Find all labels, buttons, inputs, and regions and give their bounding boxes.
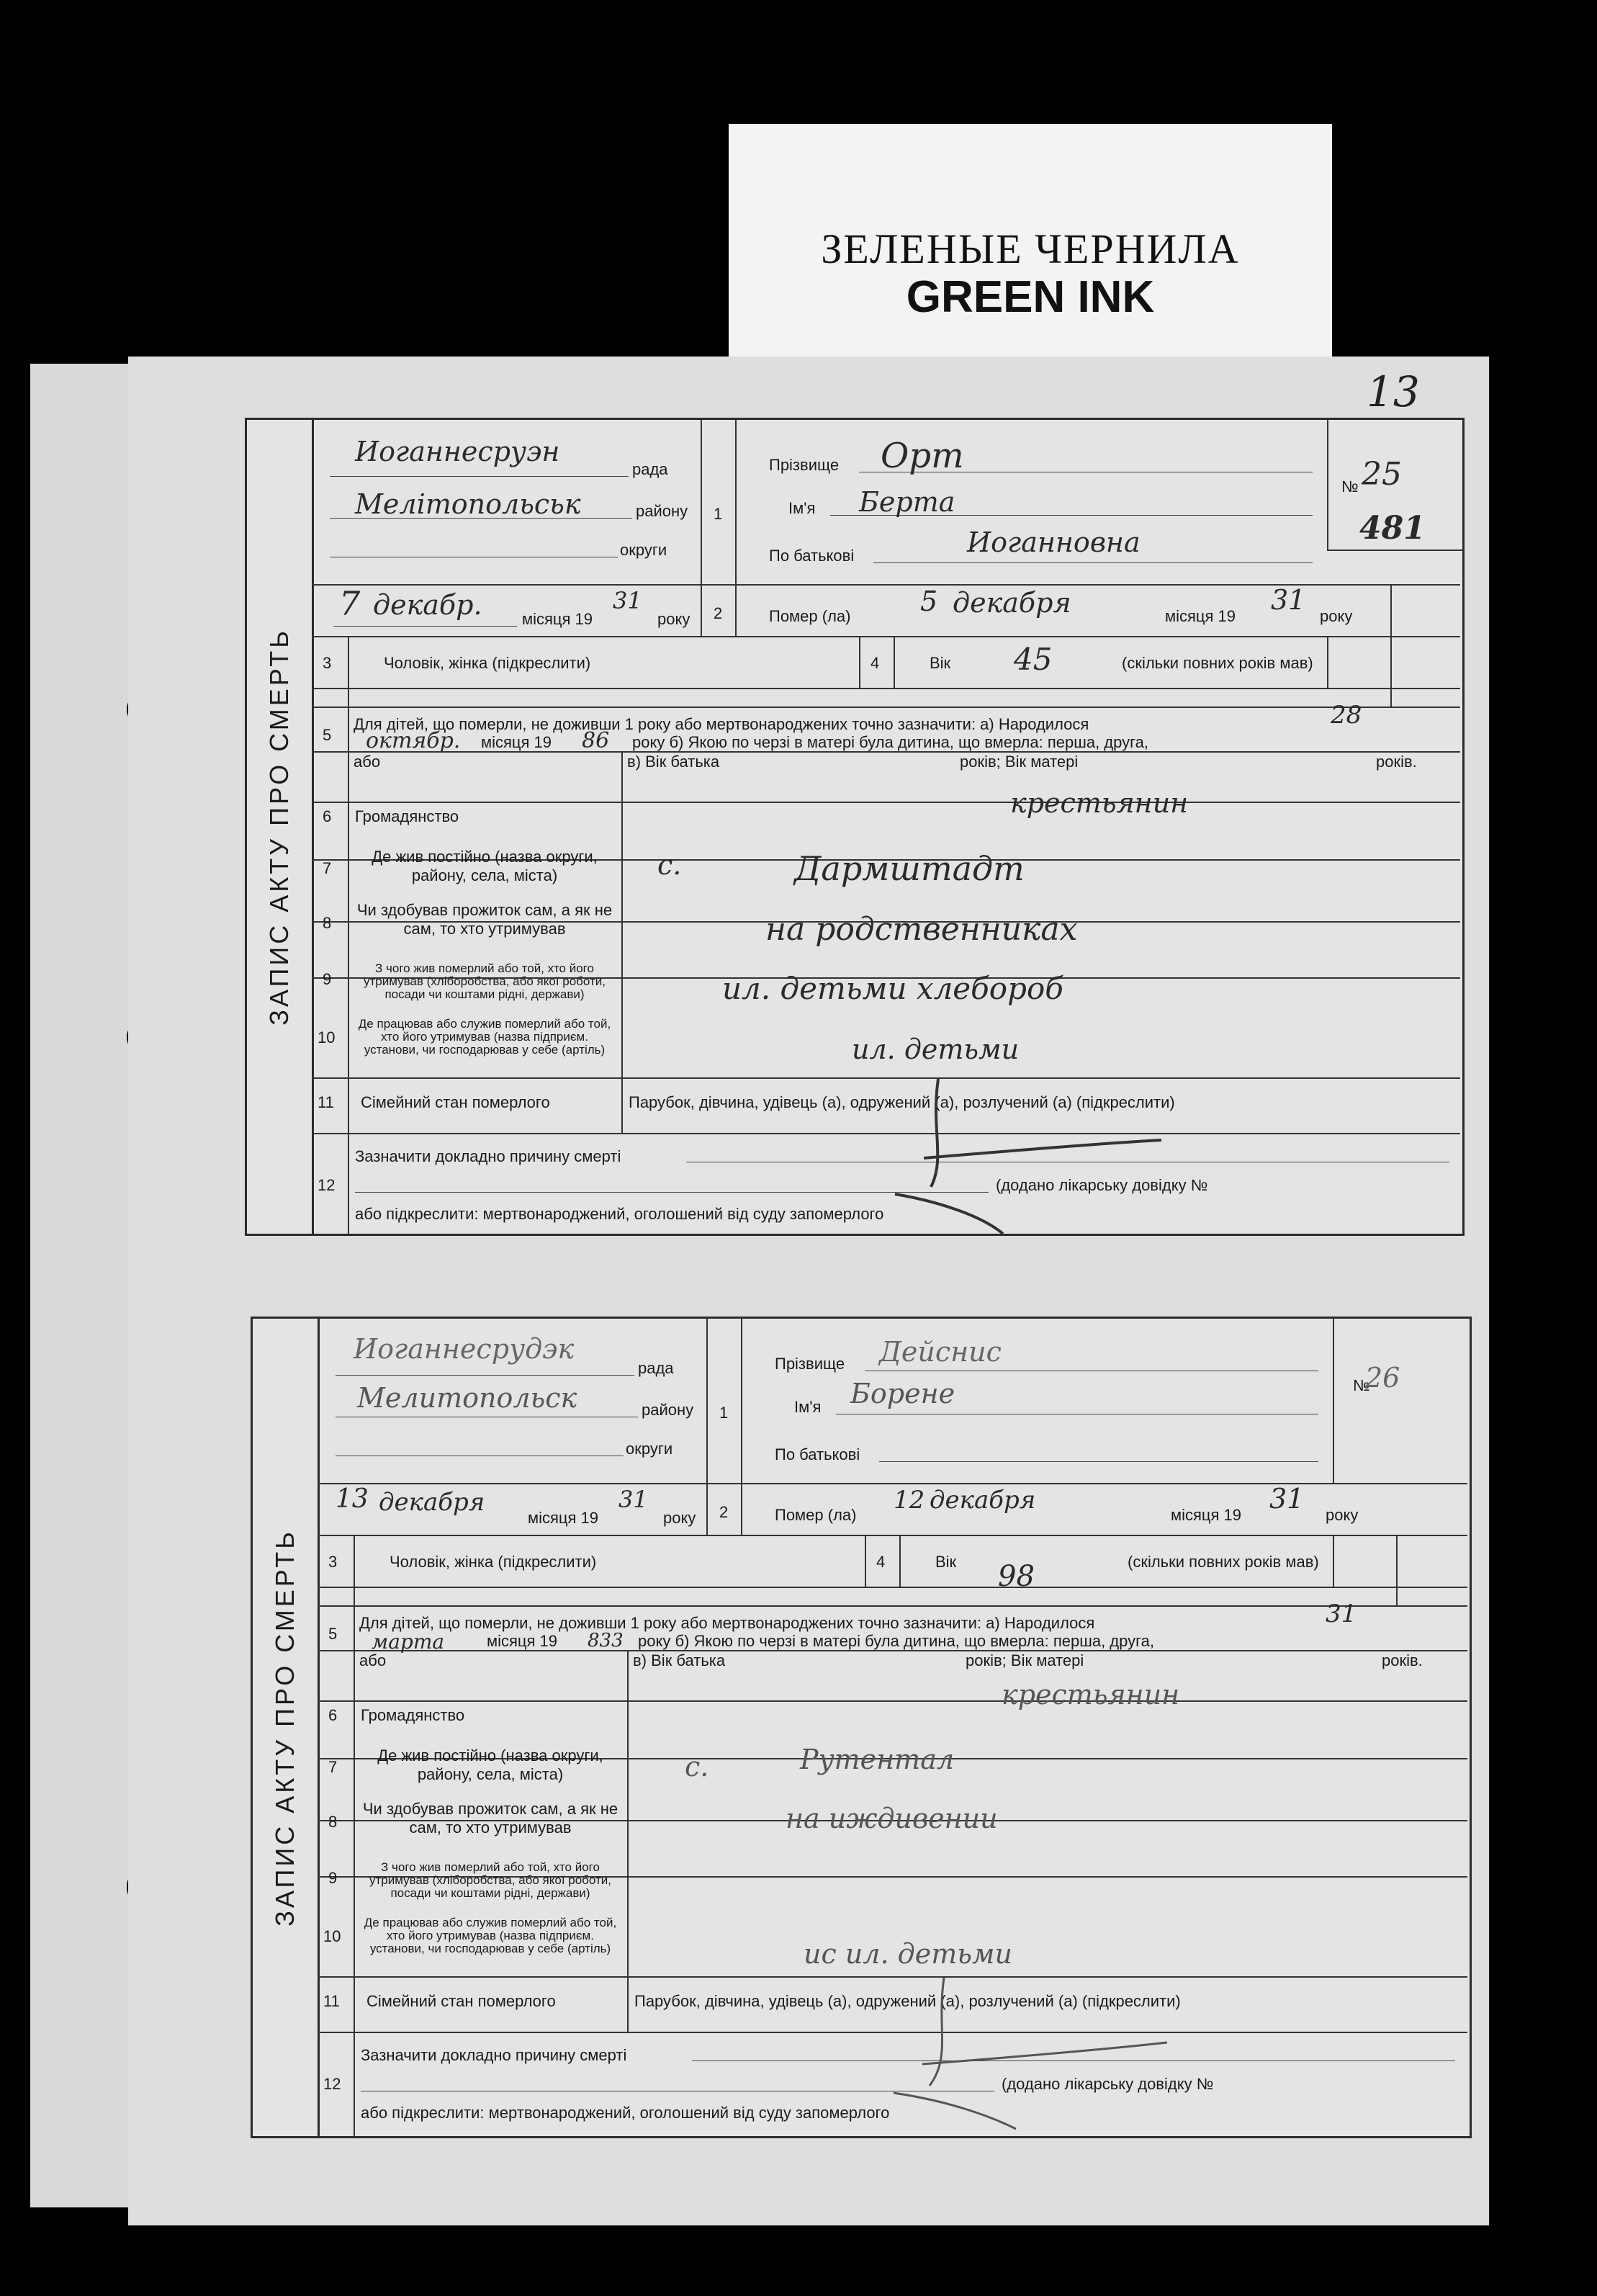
row10-work: Де працював або служив померлий або той, хто його утримував (назва підприєм. установи, чи господарював у себе (артіль) — [364, 1916, 617, 1955]
okruga-label: округи — [620, 541, 667, 559]
hw-name: Берта — [859, 486, 955, 518]
row11-value: Парубок, дівчина, удівець (а), одружений (а), розлучений (а) (підкреслити) — [629, 1093, 1175, 1111]
okruga-label: округи — [626, 1440, 673, 1458]
label-card-russian-text: ЗЕЛЕНЫЕ ЧЕРНИЛА — [821, 225, 1240, 272]
row11-value: Парубок, дівчина, удівець (а), одружений (а), розлучений (а) (підкреслити) — [634, 1992, 1181, 2010]
hw-born-year: 833 — [588, 1630, 624, 1651]
hw-born-day: 31 — [1326, 1600, 1357, 1628]
hw-diagonal-cancel-mark — [843, 1970, 1174, 2136]
hw-died-day: 5 — [920, 586, 938, 617]
age-label: Вік — [930, 654, 951, 672]
row8-support: Чи здобував прожиток сам, а як не сам, то хто утримував — [356, 901, 613, 938]
reg-month-label: місяця 19 — [528, 1509, 599, 1527]
row5-line3b: в) Вік батька — [633, 1651, 726, 1669]
hw-born-day: 28 — [1331, 701, 1362, 730]
patronymic-label: По батькові — [769, 547, 855, 565]
row5-line2b: року б) Якою по черзі в матері була дитина, що вмерла: перша, друга, — [632, 733, 1149, 751]
rada-label: рада — [638, 1359, 674, 1377]
record-number-label: № — [1341, 477, 1359, 495]
record-number-label: № — [1353, 1376, 1370, 1394]
hw-residence: Рутентал — [800, 1744, 955, 1775]
hw-died-year: 31 — [1269, 1483, 1305, 1515]
row5-line1: Для дітей, що померли, не доживши 1 року або мертвонароджених точно зазначити: а) Народилося — [354, 715, 1089, 733]
row6-citizenship: Громадянство — [361, 1706, 465, 1724]
hw-name: Борене — [850, 1378, 955, 1409]
hw-record-number-2: 481 — [1359, 510, 1426, 547]
age-label: Вік — [935, 1553, 957, 1571]
died-year-label: року — [1326, 1506, 1359, 1524]
surname-label: Прізвище — [775, 1355, 845, 1373]
green-ink-label-card — [729, 124, 1332, 362]
row12-medical-cert: (додано лікарську довідку № — [1002, 2075, 1214, 2093]
hw-died-year: 31 — [1271, 584, 1306, 616]
hw-residence: Дармштадт — [794, 849, 1025, 888]
hw-support: на родственниках — [765, 911, 1078, 948]
hw-raion: Мелитопольск — [357, 1382, 577, 1414]
hw-age: 98 — [998, 1560, 1035, 1593]
hw-patronymic: Иоганновна — [967, 526, 1141, 558]
row6-citizenship: Громадянство — [355, 807, 459, 825]
surname-label: Прізвище — [769, 456, 840, 474]
hw-citizenship: крестьянин — [1002, 1679, 1180, 1710]
died-month-label: місяця 19 — [1171, 1506, 1242, 1524]
row5-line2a: місяця 19 — [487, 1632, 558, 1650]
row5-line2a: місяця 19 — [481, 733, 552, 751]
row12-medical-cert: (додано лікарську довідку № — [996, 1176, 1208, 1194]
hw-record-number: 25 — [1362, 456, 1402, 493]
hw-reg-year: 31 — [613, 587, 642, 614]
hw-died-month: декабря — [953, 587, 1071, 619]
row5-line2b: року б) Якою по черзі в матері була дитина, що вмерла: перша, друга, — [638, 1632, 1155, 1650]
hw-age: 45 — [1014, 642, 1053, 677]
row11-marital: Сімейний стан померлого — [361, 1093, 550, 1111]
label-card-english-text: GREEN INK — [906, 272, 1155, 322]
death-record-form-2: ЗАПИС АКТУ ПРО СМЕРТЬ рада району округи місяця 19 року 1 2 Прізвище Ім'я По батькові № Помер (ла) місяця 19 року 3 Чоловік, жінка (підкреслити) 4 Вік (скільки повних років мав) 5 Для дітей, що померли, не доживши 1 року або мертвонароджених точно зазначити: а) Народилося місяця 19 року б) Якою по черзі в матері була дитина, що вмерла: перша, друга, або в) Вік батька років; Вік матері років. 6 Громадянство 7 Де жив постійно (назва округи, району, села, міста) 8 Чи здобував прожиток сам, а як не сам, то хто утримував 9 З чого жив померлий або той, хто його утримував (хліборобства, або якої роботи, посади чи коштами рідні, держави) 10 Де працював або служив померлий або той, хто його утримував (назва підприєм. установи, чи господарював у себе (артіль) 11 Сімейний стан померлого Парубок, дівчина, удівець (а), одружений (а), розлучений (а) (підкреслити) 12 Зазначити докладно причину смерті (додано лікарську довідку № або підкреслити: мертвонароджений, оголошений від суду запомерлого Иоганнесрудэк Мелитопольск 13 декабря 31 Дейснис Борене 26 12 декабря 31 98 31 марта 833 крестьянин с. Рутентал на иждивении ис ил. детьми — [251, 1317, 1472, 2138]
row5-line1: Для дітей, що померли, не доживши 1 року або мертвонароджених точно зазначити: а) Народилося — [359, 1614, 1095, 1632]
row5-line3a: або — [354, 753, 381, 771]
row7-residence: Де жив постійно (назва округи, району, села, міста) — [372, 848, 598, 884]
hw-citizenship: крестьянин — [1010, 787, 1189, 819]
row12-cause: Зазначити докладно причину смерті — [355, 1147, 621, 1165]
row12-stillborn: або підкреслити: мертвонароджений, оголошений від суду запомерлого — [355, 1205, 884, 1223]
row10-work: Де працював або служив померлий або той, хто його утримував (назва підприєм. установи, чи господарював у себе (артіль) — [358, 1017, 611, 1057]
age-note: (скільки повних років мав) — [1122, 654, 1313, 672]
row5-line3b: в) Вік батька — [627, 753, 720, 771]
patronymic-label: По батькові — [775, 1445, 860, 1463]
reg-year-label: року — [657, 610, 690, 628]
row5-line3c: років; Вік матері — [966, 1651, 1084, 1669]
died-year-label: року — [1320, 607, 1353, 625]
hw-surname: Орт — [881, 436, 964, 476]
hw-died-day: 12 — [894, 1486, 925, 1515]
hw-rada: Иоганнесруэн — [355, 436, 560, 467]
row5-line3d: років. — [1382, 1651, 1423, 1669]
died-label: Помер (ла) — [769, 607, 851, 625]
row11-marital: Сімейний стан померлого — [366, 1992, 556, 2010]
reg-month-label: місяця 19 — [522, 610, 593, 628]
hw-rada: Иоганнесрудэк — [354, 1333, 575, 1365]
row7-residence: Де жив постійно (назва округи, району, села, міста) — [377, 1746, 603, 1783]
hw-reg-day: 13 — [336, 1484, 369, 1514]
died-month-label: місяця 19 — [1165, 607, 1236, 625]
row5-line3c: років; Вік матері — [960, 753, 1079, 771]
hw-reg-day: 7 — [339, 584, 361, 623]
hw-means: ил. детьми хлебороб — [722, 971, 1063, 1006]
row9-means: З чого жив померлий або той, хто його утримував (хліборобства, або якої роботи, посади чи коштами рідні, держави) — [363, 961, 606, 1001]
hw-diagonal-cancel-mark — [837, 1072, 1169, 1237]
raion-label: району — [636, 502, 688, 520]
row8-support: Чи здобував прожиток сам, а як не сам, то хто утримував — [362, 1800, 618, 1837]
hw-residence-prefix: с. — [685, 1751, 709, 1782]
row12-cause: Зазначити докладно причину смерті — [361, 2046, 627, 2064]
hw-reg-year: 31 — [618, 1486, 648, 1513]
reg-year-label: року — [663, 1509, 696, 1527]
died-label: Помер (ла) — [775, 1506, 857, 1524]
hw-reg-month: декабр. — [373, 589, 482, 621]
raion-label: району — [642, 1401, 694, 1419]
hw-died-month: декабря — [930, 1486, 1036, 1515]
hw-surname: Дейснис — [879, 1336, 1002, 1368]
hw-work: ис ил. детьми — [804, 1938, 1012, 1970]
hw-record-number: 26 — [1365, 1362, 1400, 1394]
hw-residence-prefix: с. — [657, 849, 682, 881]
row3-sex: Чоловік, жінка (підкреслити) — [390, 1553, 597, 1571]
row12-stillborn: або підкреслити: мертвонароджений, оголошений від суду запомерлого — [361, 2104, 890, 2122]
row3-sex: Чоловік, жінка (підкреслити) — [384, 654, 591, 672]
hw-born-year: 86 — [582, 728, 610, 753]
rada-label: рада — [632, 460, 668, 478]
death-record-form-1: ЗАПИС АКТУ ПРО СМЕРТЬ рада району округи місяця 19 року 1 2 Прізвище Ім'я По батькові № Помер (ла) місяця 19 року 3 Чоловік, жінка (підкреслити) 4 Вік (скільки повних років мав) 5 Для дітей, що померли, не доживши 1 року або мертвонароджених точно зазначити: а) Народилося місяця 19 року б) Якою по черзі в матері була дитина, що вмерла: перша, друга, або в) Вік батька років; Вік матері років. 6 Громадянство 7 Де жив постійно (назва округи, району, села, міста) 8 Чи здобував прожиток сам, а як не сам, то хто утримував 9 З чого жив померлий або той, хто його утримував (хліборобства, або якої роботи, посади чи коштами рідні, держави) 10 Де працював або служив померлий або той, хто його утримував (назва підприєм. установи, чи господарював у себе (артіль) 11 Сімейний стан померлого Парубок, дівчина, удівець (а), одружений (а), розлучений (а) (підкреслити) 12 Зазначити докладно причину смерті (додано лікарську довідку № або підкреслити: мертвонароджений, оголошений від суду запомерлого Иоганнесруэн Мелітопольськ 7 декабр. 31 Орт Берта Иоганновна 25 481 5 декабря 31 45 28 октябр. 86 крестьянин с. Дармштадт на родственниках ил. детьми хлебороб ил. детьми — [245, 418, 1465, 1236]
row9-means: З чого жив померлий або той, хто його утримував (хліборобства, або якої роботи, посади чи коштами рідні, держави) — [369, 1860, 612, 1900]
hw-reg-month: декабря — [379, 1488, 485, 1517]
folio-number: 13 — [1367, 367, 1420, 416]
hw-support: на иждивении — [786, 1803, 998, 1834]
hw-raion: Мелітопольськ — [355, 488, 581, 520]
row5-line3a: або — [359, 1651, 387, 1669]
hw-born-month: октябр. — [366, 728, 461, 753]
hw-work: ил. детьми — [852, 1033, 1020, 1065]
age-note: (скільки повних років мав) — [1128, 1553, 1319, 1571]
name-label: Ім'я — [794, 1398, 822, 1416]
form-side-title: ЗАПИС АКТУ ПРО СМЕРТЬ — [247, 420, 314, 1234]
name-label: Ім'я — [788, 499, 816, 517]
form-side-title: ЗАПИС АКТУ ПРО СМЕРТЬ — [253, 1319, 320, 2136]
hw-born-month: марта — [372, 1630, 445, 1654]
row5-line3d: років. — [1376, 753, 1417, 771]
